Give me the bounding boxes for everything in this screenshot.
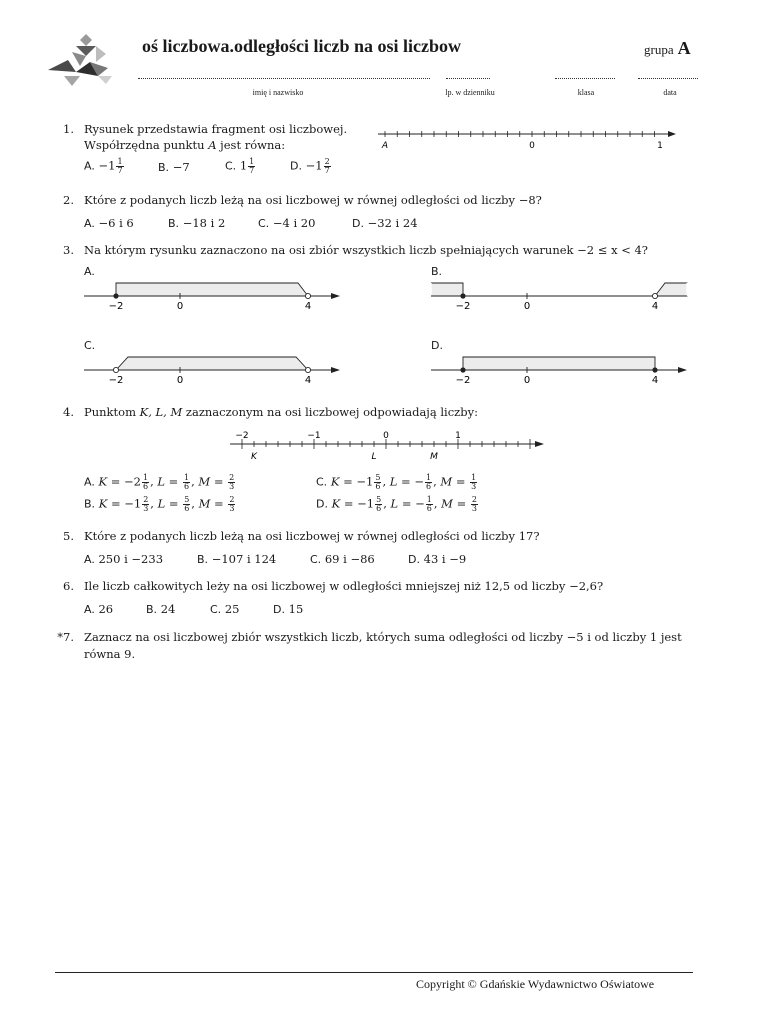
q1-label-A: A xyxy=(381,141,389,151)
q7-text-line1: Zaznacz na osi liczbowej zbiór wszystkich liczb, których suma odległości od liczby −5 i od liczby 1 jest xyxy=(84,630,682,644)
q1-option-b[interactable]: B. −7 xyxy=(158,160,190,174)
q3-panel-a-number-line[interactable] xyxy=(84,278,344,312)
q1-label-0: 0 xyxy=(529,141,535,151)
q3a-tick-0: 0 xyxy=(176,301,184,312)
q4-option-a[interactable]: A. K = −2 $\frac{1}{6}$ , L = $\frac{1}{6}$ , M = $\frac{2}{3}$ xyxy=(84,473,235,491)
q4-option-d[interactable]: D. K = −1 $\frac{5}{6}$ , L = − $\frac{1}{6}$ , M = $\frac{2}{3}$ xyxy=(316,495,477,513)
q3-panel-d-letter[interactable]: D. xyxy=(431,339,443,352)
q3-panel-b-letter[interactable]: B. xyxy=(431,265,443,278)
q1-label-1: 1 xyxy=(657,141,663,151)
q3b-tick-0: 0 xyxy=(523,301,531,312)
group-indicator xyxy=(644,38,691,59)
q5-number: 5. xyxy=(63,529,74,543)
q3b-tick-4: 4 xyxy=(651,301,659,312)
class-field-line[interactable] xyxy=(555,78,615,79)
q5-option-b[interactable]: B. −107 i 124 xyxy=(197,552,277,566)
q3c-tick-0: 0 xyxy=(176,375,184,386)
q5-option-c[interactable]: C. 69 i −86 xyxy=(310,552,375,566)
copyright-notice: Copyright © Gdańskie Wydawnictwo Oświatowe xyxy=(416,977,655,991)
footer-rule xyxy=(55,972,693,973)
diary-number-field-label: lp. w dzienniku xyxy=(445,88,495,97)
q4-option-b[interactable]: B. K = −1 $\frac{2}{3}$ , L = $\frac{5}{6}$ , M = $\frac{2}{3}$ xyxy=(84,495,235,513)
q3-panel-c-letter[interactable]: C. xyxy=(84,339,96,352)
date-field-line[interactable] xyxy=(638,78,698,79)
q2-option-a[interactable]: A. −6 i 6 xyxy=(84,216,134,230)
q3d-tick-m2: −2 xyxy=(455,375,471,386)
q1-number: 1. xyxy=(63,122,74,136)
publisher-logo xyxy=(46,32,116,88)
group-value: A xyxy=(677,38,691,58)
q3b-tick-m2: −2 xyxy=(455,301,471,312)
class-field-label: klasa xyxy=(577,88,595,97)
q1-option-c[interactable]: C. 1 $\frac{1}{7}$ xyxy=(225,157,255,175)
q2-option-c[interactable]: C. −4 i 20 xyxy=(258,216,316,230)
q6-option-a[interactable]: A. 26 xyxy=(84,602,114,616)
q3-panel-c-number-line[interactable] xyxy=(84,352,344,386)
q4-number: 4. xyxy=(63,405,74,419)
q4-point-L: L xyxy=(371,452,377,462)
q4-tick-m1: −1 xyxy=(307,431,321,441)
q1-option-a[interactable]: A. −1 $\frac{1}{7}$ xyxy=(84,157,123,175)
q6-text: Ile liczb całkowitych leży na osi liczbowej w odległości mniejszej niż 12,5 od liczby −2,6? xyxy=(84,579,604,593)
q2-text: Które z podanych liczb leżą na osi liczbowej w równej odległości od liczby −8? xyxy=(84,193,542,207)
q3c-tick-m2: −2 xyxy=(108,375,124,386)
q3-number: 3. xyxy=(63,243,74,257)
q5-option-a[interactable]: A. 250 i −233 xyxy=(84,552,164,566)
q1-number-line xyxy=(374,124,680,152)
q4-tick-0: 0 xyxy=(383,431,389,441)
q1-option-d[interactable]: D. −1 $\frac{2}{7}$ xyxy=(290,157,330,175)
q4-number-line xyxy=(226,426,548,464)
date-field-label: data xyxy=(663,88,677,97)
q2-option-d[interactable]: D. −32 i 24 xyxy=(352,216,418,230)
q2-number: 2. xyxy=(63,193,74,207)
q3d-tick-0: 0 xyxy=(523,375,531,386)
diary-number-field-line[interactable] xyxy=(446,78,490,79)
q3c-tick-4: 4 xyxy=(304,375,312,386)
q4-tick-m2: −2 xyxy=(235,431,249,441)
name-field-label: imię i nazwisko xyxy=(252,88,304,97)
q2-option-b[interactable]: B. −18 i 2 xyxy=(168,216,226,230)
q3a-tick-4: 4 xyxy=(304,301,312,312)
q4-text: Punktom K, L, M zaznaczonym na osi liczbowej odpowiadają liczby: xyxy=(84,405,478,419)
q3-text: Na którym rysunku zaznaczono na osi zbiór wszystkich liczb spełniających warunek −2 ≤ x < 4? xyxy=(84,243,648,257)
q3-panel-b-number-line[interactable] xyxy=(431,278,691,312)
group-label: grupa xyxy=(644,42,674,57)
worksheet-title: oś liczbowa.odległości liczb na osi liczbow xyxy=(142,36,461,56)
q5-text: Które z podanych liczb leżą na osi liczbowej w równej odległości od liczby 17? xyxy=(84,529,540,543)
q1-text-line1: Rysunek przedstawia fragment osi liczbowej. xyxy=(84,122,348,136)
q6-option-b[interactable]: B. 24 xyxy=(146,602,176,616)
q4-point-M: M xyxy=(430,452,438,462)
q6-option-d[interactable]: D. 15 xyxy=(273,602,304,616)
q7-number: *7. xyxy=(57,630,74,644)
q6-number: 6. xyxy=(63,579,74,593)
q6-option-c[interactable]: C. 25 xyxy=(210,602,240,616)
q3-panel-a-letter[interactable]: A. xyxy=(84,265,95,278)
q4-option-c[interactable]: C. K = −1 $\frac{5}{6}$ , L = − $\frac{1}{6}$ , M = $\frac{1}{3}$ xyxy=(316,473,477,491)
q4-tick-1: 1 xyxy=(455,431,461,441)
q1-text-line2: Współrzędna punktu A jest równa: xyxy=(84,138,286,152)
q3a-tick-m2: −2 xyxy=(108,301,124,312)
q3d-tick-4: 4 xyxy=(651,375,659,386)
name-field-line[interactable] xyxy=(138,78,430,79)
q3-panel-d-number-line[interactable] xyxy=(431,352,691,386)
q4-point-K: K xyxy=(251,452,257,462)
q7-text-line2: równa 9. xyxy=(84,647,136,661)
q5-option-d[interactable]: D. 43 i −9 xyxy=(408,552,467,566)
